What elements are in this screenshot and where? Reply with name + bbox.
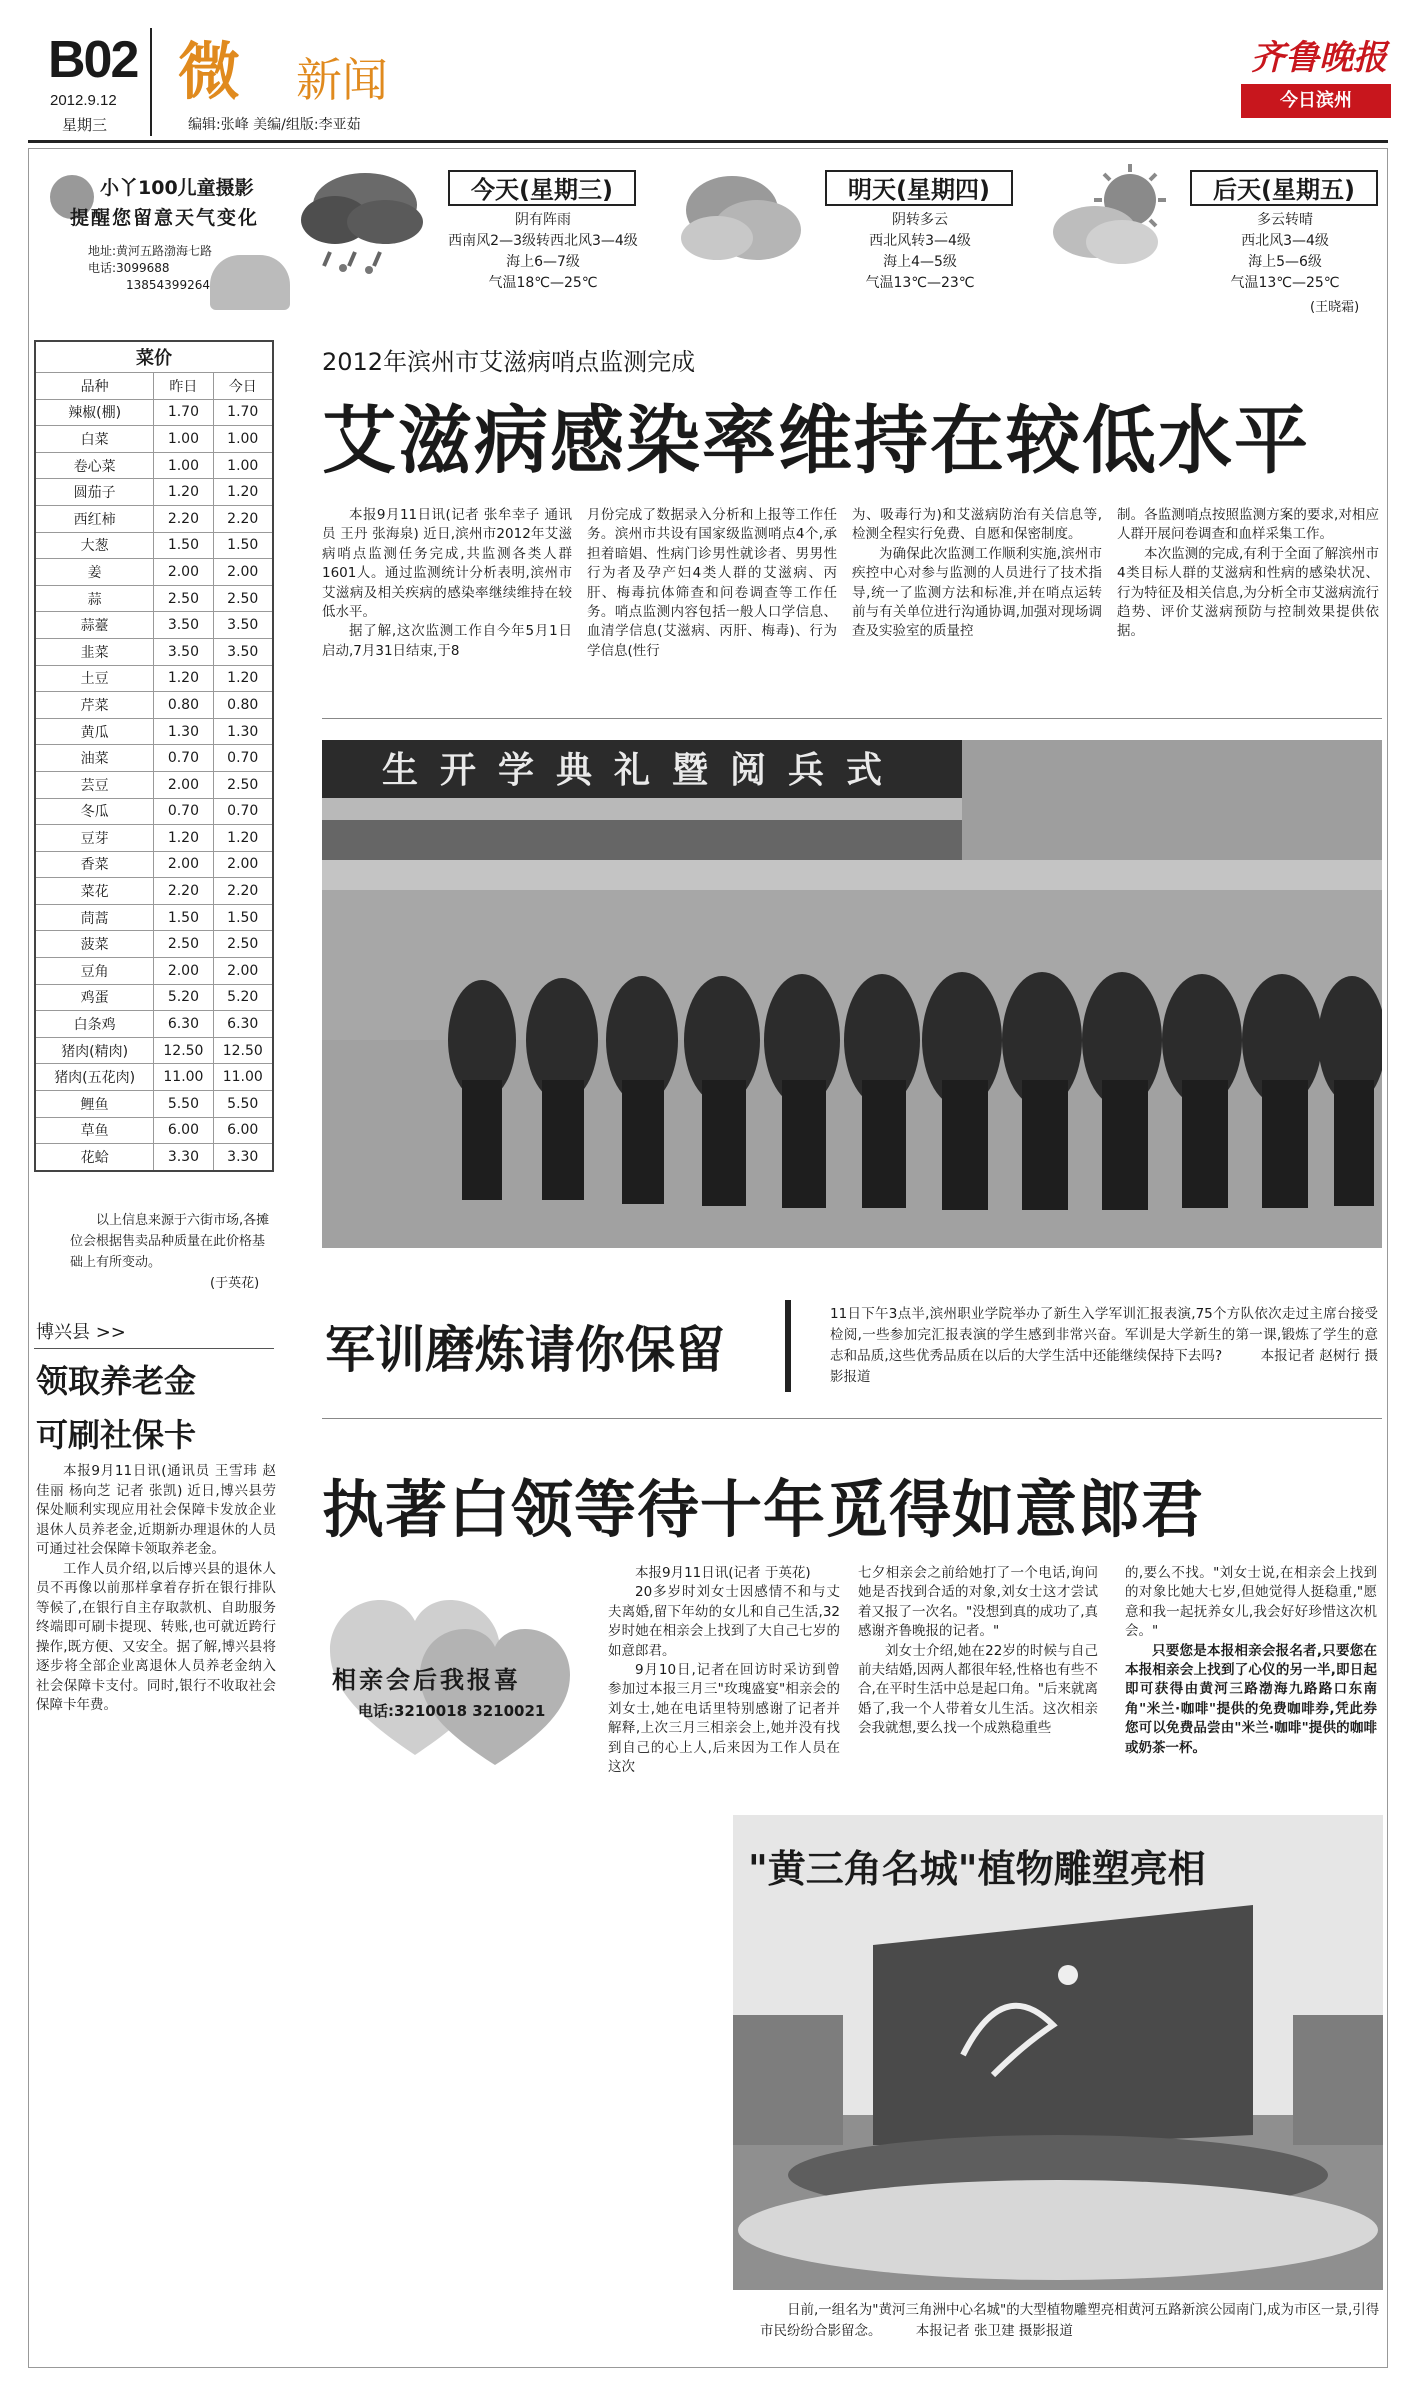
aids-col-1: [322, 506, 572, 661]
veg-price-credit: (于英花): [210, 1276, 260, 1291]
veg-cell-today: 5.50: [213, 1091, 273, 1118]
table-row: [35, 612, 273, 639]
ad-contact: [88, 243, 212, 294]
heart-logo-phone: 电话:3210018 3210021: [358, 1702, 546, 1720]
boxing-article-body: [36, 1462, 276, 1716]
veg-cell-today: 1.30: [213, 718, 273, 745]
veg-cell-item: 大葱: [35, 532, 154, 559]
aids-paragraph: 据了解,这次监测工作自今年5月1日启动,7月31日结束,于8: [322, 623, 572, 659]
veg-cell-item: 姜: [35, 559, 154, 586]
matchmaking-headline: 执著白领等待十年觅得如意郎君: [322, 1473, 1205, 1546]
aids-kicker: 2012年滨州市艾滋病哨点监测完成: [322, 348, 696, 376]
table-row: [35, 1144, 273, 1171]
weather-tomorrow-temp: 气温13℃—23℃: [865, 275, 975, 291]
weather-today-details: [428, 210, 658, 294]
veg-cell-yesterday: 6.30: [154, 1011, 213, 1038]
veg-cell-yesterday: 1.50: [154, 904, 213, 931]
column-logo: [178, 22, 438, 112]
veg-col-yesterday: 昨日: [154, 373, 213, 400]
weather-today-icon: [295, 160, 430, 284]
veg-cell-today: 1.20: [213, 479, 273, 506]
veg-cell-item: 韭菜: [35, 638, 154, 665]
column-logo-big: 微: [178, 35, 241, 108]
parade-caption-text: 11日下午3点半,滨州职业学院举办了新生入学军训汇报表演,75个方队依次走过主席台接受检阅,一些参加完汇报表演的学生感到非常兴奋。军训是大学新生的第一课,锻炼了学生的意志和品质,这些优秀品质在以后的大学生活中还能继续保持下去吗?: [830, 1306, 1378, 1364]
ad-slogan: 提醒您留意天气变化: [70, 207, 260, 229]
veg-cell-today: 1.20: [213, 825, 273, 852]
photo-studio-ad: [40, 165, 300, 315]
veg-cell-today: 1.20: [213, 665, 273, 692]
veg-cell-item: 豆芽: [35, 825, 154, 852]
ad-address: 地址:黄河五路渤海七路: [88, 244, 213, 258]
veg-cell-yesterday: 0.80: [154, 692, 213, 719]
veg-cell-today: 2.50: [213, 585, 273, 612]
veg-cell-item: 卷心菜: [35, 452, 154, 479]
veg-cell-yesterday: 0.70: [154, 745, 213, 772]
veg-cell-item: 香菜: [35, 851, 154, 878]
aids-paragraph: 制。各监测哨点按照监测方案的要求,对相应人群开展问卷调查和血样采集工作。: [1117, 507, 1379, 543]
veg-cell-yesterday: 2.20: [154, 505, 213, 532]
veg-cell-item: 草鱼: [35, 1117, 154, 1144]
weather-today-label: 今天(星期三): [448, 170, 636, 206]
table-row: [35, 878, 273, 905]
table-row: [35, 426, 273, 453]
veg-cell-yesterday: 2.20: [154, 878, 213, 905]
parade-headline: 军训磨炼请你保留: [325, 1321, 725, 1379]
veg-cell-yesterday: 2.50: [154, 585, 213, 612]
veg-cell-today: 3.50: [213, 612, 273, 639]
veg-cell-today: 2.00: [213, 559, 273, 586]
veg-price-note: 以上信息来源于六街市场,各摊位会根据售卖品种质量在此价格基础上有所变动。: [70, 1213, 270, 1270]
matchmaking-col-2: [858, 1564, 1098, 1739]
aids-col-4: [1117, 506, 1379, 642]
veg-col-item: 品种: [35, 373, 154, 400]
veg-cell-item: 鸡蛋: [35, 984, 154, 1011]
veg-table-body: [35, 399, 273, 1171]
parade-credit: 本报记者 赵树行 摄影报道: [830, 1348, 1378, 1385]
table-row: [35, 532, 273, 559]
table-row: [35, 505, 273, 532]
veg-cell-item: 茼蒿: [35, 904, 154, 931]
veg-cell-yesterday: 2.50: [154, 931, 213, 958]
veg-cell-today: 0.70: [213, 798, 273, 825]
veg-cell-item: 菜花: [35, 878, 154, 905]
table-row: [35, 479, 273, 506]
veg-cell-yesterday: 1.20: [154, 479, 213, 506]
aids-paragraph: 本报9月11日讯(记者 张牟幸子 通讯员 王丹 张海泉) 近日,滨州市2012年艾滋病哨点监测任务完成,共监测各类人群1601人。通过监测统计分析表明,滨州市艾滋病及相关疾病的感染率继续维持在较低水平。: [322, 507, 572, 621]
weather-tomorrow-wind: 西北风转3—4级: [869, 233, 971, 249]
veg-cell-item: 土豆: [35, 665, 154, 692]
veg-cell-today: 5.20: [213, 984, 273, 1011]
boxing-headline: [36, 1354, 196, 1462]
table-row: [35, 798, 273, 825]
sculpture-title: "黄三角名城"植物雕塑亮相: [748, 1847, 1206, 1891]
veg-cell-yesterday: 3.50: [154, 612, 213, 639]
parade-bottom-rule: [322, 1418, 1382, 1419]
table-row: [35, 825, 273, 852]
weather-today-temp: 气温18℃—25℃: [488, 275, 598, 291]
veg-cell-item: 白条鸡: [35, 1011, 154, 1038]
veg-cell-today: 1.70: [213, 399, 273, 426]
veg-cell-today: 1.00: [213, 452, 273, 479]
ad-studio-name: 小丫100儿童摄影: [100, 177, 254, 199]
veg-cell-today: 1.00: [213, 426, 273, 453]
veg-cell-today: 0.80: [213, 692, 273, 719]
newspaper-brand: 齐鲁晚报: [1251, 38, 1387, 78]
veg-cell-today: 2.20: [213, 505, 273, 532]
kids-illustration-icon: [210, 255, 290, 310]
veg-col-today: 今日: [213, 373, 273, 400]
matchmaking-col-1: [608, 1564, 840, 1777]
veg-cell-yesterday: 3.50: [154, 638, 213, 665]
weather-dayafter-temp: 气温13℃—25℃: [1230, 275, 1340, 291]
veg-cell-yesterday: 2.00: [154, 958, 213, 985]
aids-bottom-rule: [322, 718, 1382, 719]
veg-cell-today: 2.50: [213, 931, 273, 958]
rain-cloud-icon: [295, 160, 430, 280]
boxing-paragraph: 本报9月11日讯(通讯员 王雪玮 赵佳丽 杨向芝 记者 张凯) 近日,博兴县劳保处顺利实现应用社会保障卡发放企业退休人员养老金,近期新办理退休的人员可通过社会保障卡领取养老金。: [36, 1463, 276, 1557]
issue-date: 2012.9.12: [50, 92, 117, 109]
matchmaking-coupon-note: 只要您是本报相亲会报名者,只要您在本报相亲会上找到了心仪的另一半,即日起即可获得由黄河三路渤海九路路口东南角"米兰·咖啡"提供的免费咖啡券,凭此券您可以免费品尝由"米兰·咖啡"提供的咖啡或奶茶一杯。: [1125, 1642, 1377, 1756]
veg-cell-yesterday: 11.00: [154, 1064, 213, 1091]
ad-phone-label: 电话:: [88, 261, 117, 275]
veg-cell-today: 2.00: [213, 958, 273, 985]
veg-cell-item: 芹菜: [35, 692, 154, 719]
boxing-paragraph: 工作人员介绍,以后博兴县的退休人员不再像以前那样拿着存折在银行排队等候了,在银行自主存取款机、自助服务终端即可刷卡提现、转账,也可就近跨行操作,既方便、又安全。据了解,博兴县将逐步将全部企业离退休人员养老金纳入社会保障卡支付。同时,银行不收取社会保障卡年费。: [36, 1560, 276, 1713]
veg-cell-yesterday: 2.00: [154, 559, 213, 586]
veg-cell-today: 11.00: [213, 1064, 273, 1091]
heart-logo-title: 相亲会后我报喜: [332, 1665, 521, 1694]
boxing-headline-line2: 可刷社保卡: [36, 1416, 197, 1454]
veg-cell-yesterday: 1.70: [154, 399, 213, 426]
aids-col-3: [852, 506, 1102, 642]
veg-cell-item: 蒜: [35, 585, 154, 612]
ad-phone-2: 13854399264: [126, 278, 210, 292]
veg-cell-item: 西红柿: [35, 505, 154, 532]
veg-cell-item: 菠菜: [35, 931, 154, 958]
veg-cell-today: 2.20: [213, 878, 273, 905]
table-row: [35, 1064, 273, 1091]
veg-cell-today: 2.50: [213, 771, 273, 798]
matchmaking-paragraph: 的,要么不找。"刘女士说,在相亲会上找到的对象比她大七岁,但她觉得人挺稳重,"愿意和我一起抚养女儿,我会好好珍惜这次机会。": [1125, 1565, 1377, 1640]
matchmaking-col-3: [1125, 1564, 1377, 1758]
table-row: [35, 585, 273, 612]
veg-cell-yesterday: 2.00: [154, 771, 213, 798]
ad-phone-1: 3099688: [116, 261, 170, 275]
veg-cell-today: 6.00: [213, 1117, 273, 1144]
weather-tomorrow-condition: 阴转多云: [892, 212, 948, 228]
military-parade-photo: [322, 740, 1382, 1248]
weather-dayafter-wind: 西北风3—4级: [1241, 233, 1329, 249]
aids-paragraph: 月份完成了数据录入分析和上报等工作任务。滨州市共设有国家级监测哨点4个,承担着暗娼、性病门诊男性就诊者、男男性行为者及孕产妇4类人群的艾滋病、丙肝、梅毒抗体筛查和问卷调查等工作任务。哨点监测内容包括一般人口学信息、血清学信息(艾滋病、丙肝、梅毒)、行为学信息(性行: [587, 507, 837, 659]
veg-cell-today: 6.30: [213, 1011, 273, 1038]
table-row: [35, 1117, 273, 1144]
veg-cell-today: 0.70: [213, 745, 273, 772]
veg-cell-item: 圆茄子: [35, 479, 154, 506]
weather-dayafter-condition: 多云转晴: [1257, 212, 1313, 228]
veg-cell-yesterday: 1.50: [154, 532, 213, 559]
boxing-rule: [34, 1348, 274, 1349]
table-row: [35, 904, 273, 931]
veg-cell-yesterday: 3.30: [154, 1144, 213, 1171]
weather-dayafter-sea: 海上5—6级: [1248, 254, 1322, 270]
issue-weekday: 星期三: [62, 117, 108, 134]
veg-cell-yesterday: 2.00: [154, 851, 213, 878]
edition-badge: 今日滨州: [1241, 84, 1391, 118]
veg-cell-today: 3.30: [213, 1144, 273, 1171]
weather-dayafter-icon: [1040, 160, 1175, 284]
parade-caption: [830, 1304, 1378, 1388]
veg-cell-today: 1.50: [213, 904, 273, 931]
sculpture-caption-text: 日前,一组名为"黄河三角洲中心名城"的大型植物雕塑亮相黄河五路新滨公园南门,成为市区一景,引得市民纷纷合影留念。: [760, 2302, 1380, 2339]
weather-tomorrow-icon: [672, 160, 807, 284]
veg-cell-yesterday: 1.20: [154, 825, 213, 852]
veg-cell-yesterday: 1.00: [154, 426, 213, 453]
table-row: [35, 958, 273, 985]
aids-paragraph: 为、吸毒行为)和艾滋病防治有关信息等,检测全程实行免费、自愿和保密制度。: [852, 507, 1102, 543]
veg-cell-yesterday: 12.50: [154, 1037, 213, 1064]
table-row: [35, 452, 273, 479]
table-row: [35, 851, 273, 878]
veg-cell-item: 白菜: [35, 426, 154, 453]
veg-cell-yesterday: 5.50: [154, 1091, 213, 1118]
header-rule: [28, 140, 1388, 143]
veg-cell-today: 2.00: [213, 851, 273, 878]
matchmaking-dateline: 本报9月11日讯(记者 于英花): [635, 1565, 811, 1581]
table-row: [35, 665, 273, 692]
section-label-boxing: 博兴县 >>: [36, 1322, 126, 1343]
table-row: [35, 931, 273, 958]
veg-cell-item: 辣椒(棚): [35, 399, 154, 426]
weather-tomorrow-details: [805, 210, 1035, 294]
table-row: [35, 1091, 273, 1118]
parade-photo-image: [322, 740, 1382, 1248]
vegetable-price-table: [34, 340, 274, 1172]
sculpture-credit: 本报记者 张卫建 摄影报道: [915, 2323, 1073, 2339]
veg-cell-item: 油菜: [35, 745, 154, 772]
header-divider: [150, 28, 152, 136]
veg-cell-item: 黄瓜: [35, 718, 154, 745]
veg-cell-item: 花蛤: [35, 1144, 154, 1171]
veg-cell-item: 芸豆: [35, 771, 154, 798]
veg-cell-yesterday: 1.00: [154, 452, 213, 479]
veg-cell-item: 猪肉(精肉): [35, 1037, 154, 1064]
parade-divider: [785, 1300, 791, 1392]
weather-today-condition: 阴有阵雨: [515, 212, 571, 228]
veg-cell-item: 鲤鱼: [35, 1091, 154, 1118]
weather-today-sea: 海上6—7级: [506, 254, 580, 270]
veg-cell-yesterday: 0.70: [154, 798, 213, 825]
veg-cell-yesterday: 5.20: [154, 984, 213, 1011]
veg-cell-today: 3.50: [213, 638, 273, 665]
column-logo-rest: 新闻: [296, 53, 388, 107]
veg-cell-item: 蒜薹: [35, 612, 154, 639]
table-row: [35, 1037, 273, 1064]
aids-col-2: [587, 506, 837, 661]
sculpture-caption: [760, 2300, 1380, 2342]
table-row: [35, 692, 273, 719]
aids-paragraph: 为确保此次监测工作顺利实施,滨州市疾控中心对参与监测的人员进行了技术指导,统一了监测方法和标准,并在哨点运转前与有关单位进行沟通协调,加强对现场调查及实验室的质量控: [852, 545, 1102, 640]
table-row: [35, 745, 273, 772]
weather-today-wind: 西南风2—3级转西北风3—4级: [448, 233, 638, 249]
weather-tomorrow-sea: 海上4—5级: [883, 254, 957, 270]
table-row: [35, 399, 273, 426]
matchmaking-paragraph: 20多岁时刘女士因感情不和与丈夫离婚,留下年幼的女儿和自己生活,32岁时她在相亲会上找到了大自己七岁的如意郎君。: [608, 1584, 840, 1659]
parade-banner-text: 生开学典礼暨阅兵式: [382, 750, 905, 791]
table-row: [35, 718, 273, 745]
weather-tomorrow-label: 明天(星期四): [825, 170, 1013, 206]
matchmaking-paragraph: 刘女士介绍,她在22岁的时候与自己前夫结婚,因两人都很年轻,性格也有些不合,在平时生活中总是起口角。"后来就离婚了,我一个人带着女儿生活。这次相亲会我就想,要么找一个成熟稳重些: [858, 1642, 1099, 1737]
table-row: [35, 1011, 273, 1038]
aids-paragraph: 本次监测的完成,有利于全面了解滨州市4类目标人群的艾滋病和性病的感染状况、行为特征及相关信息,为分析全市艾滋病流行趋势、评价艾滋病预防与控制效果提供依据。: [1117, 545, 1379, 640]
weather-dayafter-label: 后天(星期五): [1190, 170, 1378, 206]
veg-cell-yesterday: 6.00: [154, 1117, 213, 1144]
veg-cell-yesterday: 1.30: [154, 718, 213, 745]
weather-credit: (王晓霜): [1310, 300, 1360, 315]
cloud-icon: [672, 160, 807, 280]
table-row: [35, 638, 273, 665]
veg-cell-yesterday: 1.20: [154, 665, 213, 692]
table-row: [35, 771, 273, 798]
aids-headline: 艾滋病感染率维持在较低水平: [322, 398, 1310, 484]
table-row: [35, 559, 273, 586]
veg-cell-item: 豆角: [35, 958, 154, 985]
veg-cell-item: 冬瓜: [35, 798, 154, 825]
veg-cell-item: 猪肉(五花肉): [35, 1064, 154, 1091]
matchmaking-paragraph: 9月10日,记者在回访时采访到曾参加过本报三月三"玫瑰盛宴"相亲会的刘女士,她在电话里特别感谢了记者并解释,上次三月三相亲会上,她并没有找到自己的心上人,后来因为工作人员在这次: [608, 1662, 840, 1776]
table-row: [35, 984, 273, 1011]
veg-cell-today: 1.50: [213, 532, 273, 559]
page-number: B02: [48, 31, 138, 89]
matchmaking-paragraph: 七夕相亲会之前给她打了一个电话,询问她是否找到合适的对象,刘女士这才尝试着又报了一次名。"没想到真的成功了,真感谢齐鲁晚报的记者。": [858, 1565, 1099, 1640]
sun-cloud-icon: [1040, 160, 1175, 280]
veg-table-title: 菜价: [35, 341, 273, 373]
boxing-headline-line1: 领取养老金: [36, 1362, 197, 1400]
veg-cell-today: 12.50: [213, 1037, 273, 1064]
editors-line: 编辑:张峰 美编/组版:李亚茹: [188, 117, 361, 133]
weather-dayafter-details: [1170, 210, 1400, 294]
